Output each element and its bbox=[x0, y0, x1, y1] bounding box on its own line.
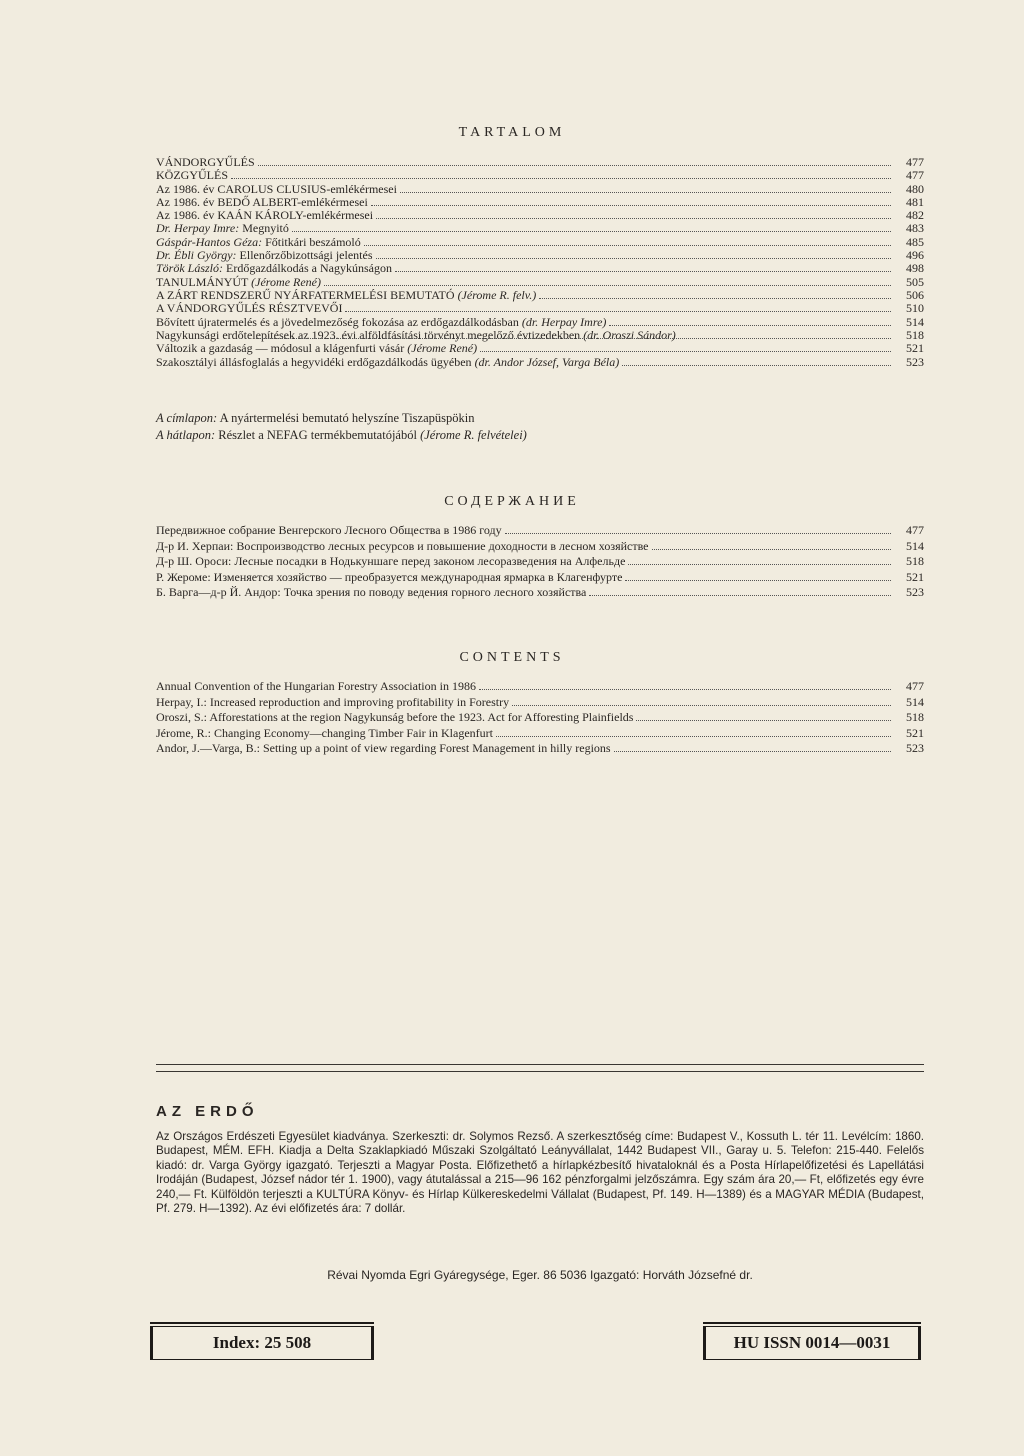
printer-line: Révai Nyomda Egri Gyáregysége, Eger. 86 5036 Igazgató: Horváth Józsefné dr. bbox=[327, 1268, 753, 1282]
leader-dots bbox=[480, 343, 891, 352]
toc-entry-author: Д-р Ш. Ороси: bbox=[156, 554, 232, 569]
toc-entry bbox=[156, 710, 924, 726]
toc-entry bbox=[156, 276, 924, 289]
toc-entry-author: Andor, J.—Varga, B.: bbox=[156, 741, 260, 756]
leader-dots bbox=[622, 357, 891, 366]
leader-dots bbox=[505, 525, 891, 534]
leader-dots bbox=[496, 728, 891, 737]
leader-dots bbox=[479, 681, 891, 690]
back-cover-credit: (Jérome R. felvételei) bbox=[420, 428, 527, 442]
toc-entry-page: 506 bbox=[906, 287, 924, 302]
toc-entry-title: Erdőgazdálkodás a Nagykúnságon bbox=[223, 261, 392, 276]
toc-entry bbox=[156, 289, 924, 302]
toc-entry-author: Jérome, R.: bbox=[156, 725, 211, 740]
leader-dots bbox=[376, 210, 891, 219]
cover-notes bbox=[156, 410, 527, 444]
toc-entry-title: Az 1986. év KAÁN KÁROLY-emlékérmesei bbox=[156, 208, 374, 223]
index-box: Index: 25 508 bbox=[150, 1326, 374, 1360]
toc-entry bbox=[156, 209, 924, 222]
hungarian-toc bbox=[156, 156, 924, 369]
toc-entry-title: Szakosztályi állásfoglalás a hegyvidéki erdőgazdálkodás ügyében bbox=[156, 354, 475, 369]
toc-entry-author: (Jérome René) bbox=[407, 341, 478, 356]
toc-entry-title: A ZÁRT RENDSZERŰ NYÁRFATERMELÉSI BEMUTATÓ bbox=[156, 287, 458, 302]
english-contents-title: CONTENTS bbox=[459, 650, 565, 665]
imprint-title: AZ ERDŐ bbox=[156, 1103, 259, 1120]
toc-entry bbox=[156, 236, 924, 249]
toc-entry-page: 480 bbox=[906, 181, 924, 196]
back-cover-note bbox=[156, 427, 527, 444]
imprint-rule-top bbox=[156, 1064, 924, 1065]
leader-dots bbox=[371, 197, 891, 206]
toc-entry bbox=[156, 222, 924, 235]
toc-entry-title: Изменяется хозяйство — преобразуется международная ярмарка в Клагенфурте bbox=[210, 569, 623, 584]
front-cover-note bbox=[156, 410, 527, 427]
toc-entry-page: 477 bbox=[906, 168, 924, 183]
toc-entry-title: Передвижное собрание Венгерского Лесного Общества в 1986 году bbox=[156, 523, 502, 537]
toc-entry-author: Dr. Ébli György: bbox=[156, 248, 237, 263]
toc-entry-page: 523 bbox=[906, 741, 924, 756]
hungarian-toc-list-2 bbox=[156, 342, 924, 369]
toc-entry bbox=[156, 316, 924, 329]
toc-entry-author: Д-р И. Херпаи: bbox=[156, 538, 234, 553]
leader-dots bbox=[258, 157, 891, 166]
toc-entry bbox=[156, 342, 924, 355]
toc-entry-page: 514 bbox=[906, 694, 924, 709]
toc-entry-author: Dr. Herpay Imre: bbox=[156, 221, 240, 236]
toc-entry-author: Herpay, I.: bbox=[156, 694, 207, 709]
imprint-text: Az Országos Erdészeti Egyesület kiadványa. Szerkeszti: dr. Solymos Rezső. A szerkesztőség címe: Budapest V., Kossuth L. tér 11. Levélcím: 1860. Budapest, MÉM. EFH. Kiadja a Delta Szaklapkiadó Műszaki Szolgáltató Leányvállalat, 1442 Budapest VII., Garay u. 5. Telefon: 215-440. Felelős kiadó: dr. Varga György igazgató. Terjeszti a Magyar Posta. Előfizethető a hírlapkézbesítő hivataloknál és a Posta Hírlapelőfizetési és Lapellátási Irodáján (Budapest, József nádor tér 1. 1900), vagy átutalással a 215—96 162 pénzforgalmi jelzőszámra. Egy szám ára 20,— Ft, előfizetés egy évre 240,— Ft. Külföldön terjeszti a KULTÚRA Könyv- és Hírlap Külkereskedelmi Vállalat (Budapest, Pf. 149. H—1389) és a MAGYAR MÉDIA (Budapest, Pf. 279. H—1392). Az évi előfizetés ára: 7 dollár. bbox=[156, 1130, 924, 1216]
toc-entry-page: 505 bbox=[906, 274, 924, 289]
toc-entry-title: Changing Economy—changing Timber Fair in Klagenfurt bbox=[211, 725, 493, 740]
toc-entry-page: 523 bbox=[906, 354, 924, 369]
long-entry-page: 518 bbox=[906, 328, 924, 343]
leader-dots bbox=[625, 572, 891, 581]
leader-dots bbox=[345, 303, 891, 312]
toc-entry-author: (Jérome René) bbox=[251, 274, 321, 289]
toc-entry-title: Точка зрения по поводу ведения горного лесного хозяйства bbox=[280, 585, 587, 600]
front-cover-label: A címlapon: bbox=[156, 411, 218, 425]
leader-dots bbox=[628, 556, 891, 565]
leader-dots bbox=[376, 250, 891, 259]
english-toc bbox=[156, 679, 924, 757]
leader-dots bbox=[614, 743, 891, 752]
back-cover-text: Részlet a NEFAG termékbemutatójából bbox=[215, 428, 421, 442]
toc-entry-title: Setting up a point of view regarding Forest Management in hilly regions bbox=[259, 741, 611, 756]
issn-box: HU ISSN 0014—0031 bbox=[703, 1326, 921, 1360]
toc-entry-page: 481 bbox=[906, 194, 924, 209]
long-entry-author: (dr. Oroszi Sándor) bbox=[583, 327, 676, 342]
toc-entry-author: Р. Жероме: bbox=[156, 569, 211, 584]
leader-dots bbox=[324, 277, 891, 286]
toc-entry bbox=[156, 539, 924, 555]
toc-entry bbox=[156, 249, 924, 262]
toc-entry-author: Török László: bbox=[156, 261, 224, 276]
leader-dots bbox=[400, 184, 891, 193]
leader-dots bbox=[364, 237, 891, 246]
toc-entry-title: KÖZGYŰLÉS bbox=[156, 168, 228, 183]
toc-entry bbox=[156, 356, 924, 369]
hungarian-toc-list bbox=[156, 156, 924, 329]
leader-dots bbox=[589, 587, 891, 596]
toc-entry-page: 483 bbox=[906, 221, 924, 236]
leader-dots bbox=[231, 170, 891, 179]
toc-entry-title: Az 1986. év BEDŐ ALBERT-emlékérmesei bbox=[156, 194, 368, 209]
toc-entry-title: Ellenőrzőbizottsági jelentés bbox=[236, 248, 373, 263]
toc-entry-title: Megnyitó bbox=[239, 221, 289, 236]
toc-entry-title: A VÁNDORGYŰLÉS RÉSZTVEVŐI bbox=[156, 301, 343, 316]
toc-entry-title: Változik a gazdaság — módosul a klágenfurti vásár bbox=[156, 341, 408, 356]
toc-entry-title: TANULMÁNYÚT bbox=[156, 274, 252, 289]
toc-entry-title: Воспроизводство лесных ресурсов и повышение доходности в лесном хозяйстве bbox=[233, 538, 649, 553]
leader-dots bbox=[636, 712, 891, 721]
toc-entry-page: 518 bbox=[906, 554, 924, 569]
toc-entry bbox=[156, 679, 924, 695]
toc-entry bbox=[156, 169, 924, 182]
imprint-rule-bottom bbox=[156, 1071, 924, 1072]
toc-entry-page: 496 bbox=[906, 248, 924, 263]
toc-entry-page: 498 bbox=[906, 261, 924, 276]
leader-dots bbox=[395, 263, 891, 272]
toc-entry bbox=[156, 726, 924, 742]
toc-entry bbox=[156, 741, 924, 757]
toc-entry bbox=[156, 156, 924, 169]
toc-entry-page: 477 bbox=[906, 679, 924, 693]
toc-entry-title: Bővített újratermelés és a jövedelmezőség fokozása az erdőgazdálkodásban bbox=[156, 314, 522, 329]
toc-entry-page: 477 bbox=[906, 155, 924, 169]
toc-entry-author: (dr. Herpay Imre) bbox=[521, 314, 607, 329]
russian-toc bbox=[156, 523, 924, 601]
toc-entry-author: Б. Варга—д-р Й. Андор: bbox=[156, 585, 281, 600]
toc-entry-page: 521 bbox=[906, 569, 924, 584]
toc-entry-page: 477 bbox=[906, 523, 924, 537]
leader-dots bbox=[652, 541, 891, 550]
toc-entry-title: Főtitkári beszámoló bbox=[262, 234, 361, 249]
toc-entry-page: 514 bbox=[906, 314, 924, 329]
toc-entry-title: Az 1986. év CAROLUS CLUSIUS-emlékérmesei bbox=[156, 181, 397, 196]
toc-entry-author: Oroszi, S.: bbox=[156, 710, 207, 725]
leader-dots bbox=[292, 223, 891, 232]
toc-entry-page: 514 bbox=[906, 538, 924, 553]
toc-entry bbox=[156, 302, 924, 315]
toc-entry-page: 518 bbox=[906, 710, 924, 725]
toc-entry bbox=[156, 585, 924, 601]
toc-entry-page: 510 bbox=[906, 301, 924, 316]
toc-entry-page: 482 bbox=[906, 208, 924, 223]
front-cover-text: A nyártermelési bemutató helyszíne Tiszapüspökin bbox=[217, 411, 475, 425]
back-cover-label: A hátlapon: bbox=[156, 428, 216, 442]
toc-entry-title: VÁNDORGYŰLÉS bbox=[156, 155, 255, 169]
toc-entry bbox=[156, 183, 924, 196]
toc-entry-page: 485 bbox=[906, 234, 924, 249]
toc-entry bbox=[156, 554, 924, 570]
russian-contents-title: СОДЕРЖАНИЕ bbox=[444, 494, 580, 509]
toc-entry-title: Лесные посадки в Нодькуншаге перед законом лесоразведения на Алфельде bbox=[231, 554, 626, 569]
toc-entry bbox=[156, 695, 924, 711]
toc-entry-page: 521 bbox=[906, 725, 924, 740]
toc-entry-author: (Jérome R. felv.) bbox=[457, 287, 537, 302]
toc-entry bbox=[156, 523, 924, 539]
toc-entry-author: (dr. Andor József, Varga Béla) bbox=[474, 354, 620, 369]
toc-entry bbox=[156, 196, 924, 209]
hungarian-contents-title: TARTALOM bbox=[458, 125, 566, 140]
toc-entry bbox=[156, 262, 924, 275]
toc-entry-title: Afforestations at the region Nagykunság before the 1923. Act for Afforesting Plainfields bbox=[207, 710, 634, 725]
toc-entry-page: 523 bbox=[906, 585, 924, 600]
toc-entry-title: Annual Convention of the Hungarian Forestry Association in 1986 bbox=[156, 679, 476, 693]
toc-entry bbox=[156, 570, 924, 586]
toc-entry-title: Increased reproduction and improving profitability in Forestry bbox=[206, 694, 510, 709]
leader-dots bbox=[539, 290, 891, 299]
leader-dots bbox=[609, 317, 891, 326]
toc-entry-page: 521 bbox=[906, 341, 924, 356]
leader-dots bbox=[512, 697, 891, 706]
long-entry-text: Nagykunsági erdőtelepítések az 1923. évi alföldfásítási törvényt megelőző évtizedekben bbox=[156, 327, 584, 342]
toc-entry-author: Gáspár-Hantos Géza: bbox=[156, 234, 263, 249]
